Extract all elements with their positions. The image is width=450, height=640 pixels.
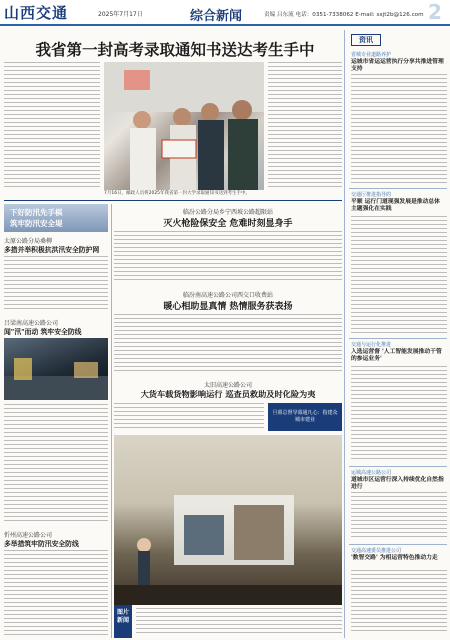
sidebar-item-text (351, 492, 447, 540)
truck-accident-scene (114, 435, 342, 605)
article-headline: 多举措筑牢防汛安全防线 (4, 540, 79, 548)
lead-body-text (4, 62, 100, 187)
sidebar-item-title: 道城市区运营行深入持续优化自然指进行 (351, 477, 444, 490)
section-title: 综合新闻 (190, 9, 243, 24)
article-headline: 闻"汛"而动 筑牢安全防线 (4, 328, 82, 336)
editor-contact: 责编 吕东流 电话：0351-7338062 E-mail: sxjt2b@126.com (264, 12, 424, 18)
sidebar-item-text (351, 216, 447, 334)
column-divider (111, 204, 112, 638)
night-flood-photo-scene (4, 338, 108, 400)
truck-accident-photo (114, 435, 342, 605)
lead-photo-caption: 7月16日，邮政人员将2025年我省第一封大学录取通知书送到考生手中。 (104, 191, 251, 196)
promo-line-1: 下好防汛先手棋 (10, 208, 63, 217)
info-sidebar (344, 30, 450, 638)
photo-news-badge (114, 605, 132, 638)
sidebar-separator (349, 338, 447, 339)
article-body-text (114, 314, 342, 374)
photo-caption-text (136, 608, 342, 636)
article-org: 临汾南高速公路公司西交口收费站 (182, 292, 273, 299)
sidebar-item-head: 省城专业道路养护 (351, 52, 392, 58)
sidebar-item-title: '数智交路' 为相运营特色推动力走 (351, 555, 438, 561)
issue-date: 2025年7月17日 (98, 11, 143, 18)
sidebar-item-head: 交通厅推进指导的 (351, 192, 392, 198)
masthead (0, 0, 450, 26)
inset-box (268, 403, 342, 431)
page-number: 2 (428, 0, 442, 24)
sidebar-item-title: 平顺 运行门道现强发展是推动总体 主题强化在实践 (351, 199, 440, 212)
sidebar-item-head: 运城高速公路公司 (351, 470, 392, 476)
sidebar-item-text (351, 366, 447, 462)
sidebar-separator (349, 466, 447, 467)
article-headline: 暖心相助显真情 热情服务获表扬 (163, 302, 293, 312)
article-body-text (114, 403, 264, 431)
article-headline: 大货车载货物影响运行 巡查员救助及时化险为夷 (140, 389, 316, 399)
sidebar-separator (349, 544, 447, 545)
article-org: 太原公路分局桑柳 (4, 238, 53, 245)
article-org: 太旧高速公路公司 (203, 382, 252, 389)
sidebar-item-head: 交通与运行化推进 (351, 342, 392, 348)
sidebar-item-head: 交通高速委员推进公司 (351, 548, 402, 554)
sidebar-item-text (351, 74, 447, 184)
divider (4, 200, 342, 201)
article-body-text (4, 550, 108, 636)
lead-body-text-right (268, 62, 342, 187)
flood-promo-banner (4, 204, 108, 232)
promo-line-2: 筑牢防汛安全堤 (10, 219, 63, 228)
article-headline: 多措并举积极抗洪汛安全防护网 (4, 246, 100, 254)
lead-photo-figures (104, 62, 264, 190)
article-body-text (4, 256, 108, 312)
sidebar-separator (349, 188, 447, 189)
sidebar-label: 资讯 (351, 34, 381, 46)
newspaper-logo: 山西交通 (4, 4, 69, 22)
article-body-text (4, 404, 108, 524)
article-org: 临汾公路分局乡宁西坡公路超限站 (182, 209, 273, 216)
night-flood-photo (4, 338, 108, 400)
article-body-text (114, 231, 342, 283)
inset-text: 旦暮总督导幕通凡心：指建众城市建业 (272, 410, 338, 423)
lead-photo (104, 62, 264, 190)
article-org: 忻州高速公路公司 (4, 532, 53, 539)
article-headline: 灭火枪险保安全 危难时刻显身手 (163, 219, 293, 229)
lead-headline: 我省第一封高考录取通知书送达考生手中 (35, 40, 315, 59)
article-org: 吕梁南高速公路公司 (4, 320, 59, 327)
sidebar-item-title: 入选运营督 '人工智能发展推动干管的参运业务' (351, 349, 442, 362)
sidebar-item-title: 运城市省运运营执行分享共推进管理支持 (351, 59, 444, 72)
photo-news-label: 图片新闻 (116, 609, 129, 624)
sidebar-item-text (351, 570, 447, 634)
